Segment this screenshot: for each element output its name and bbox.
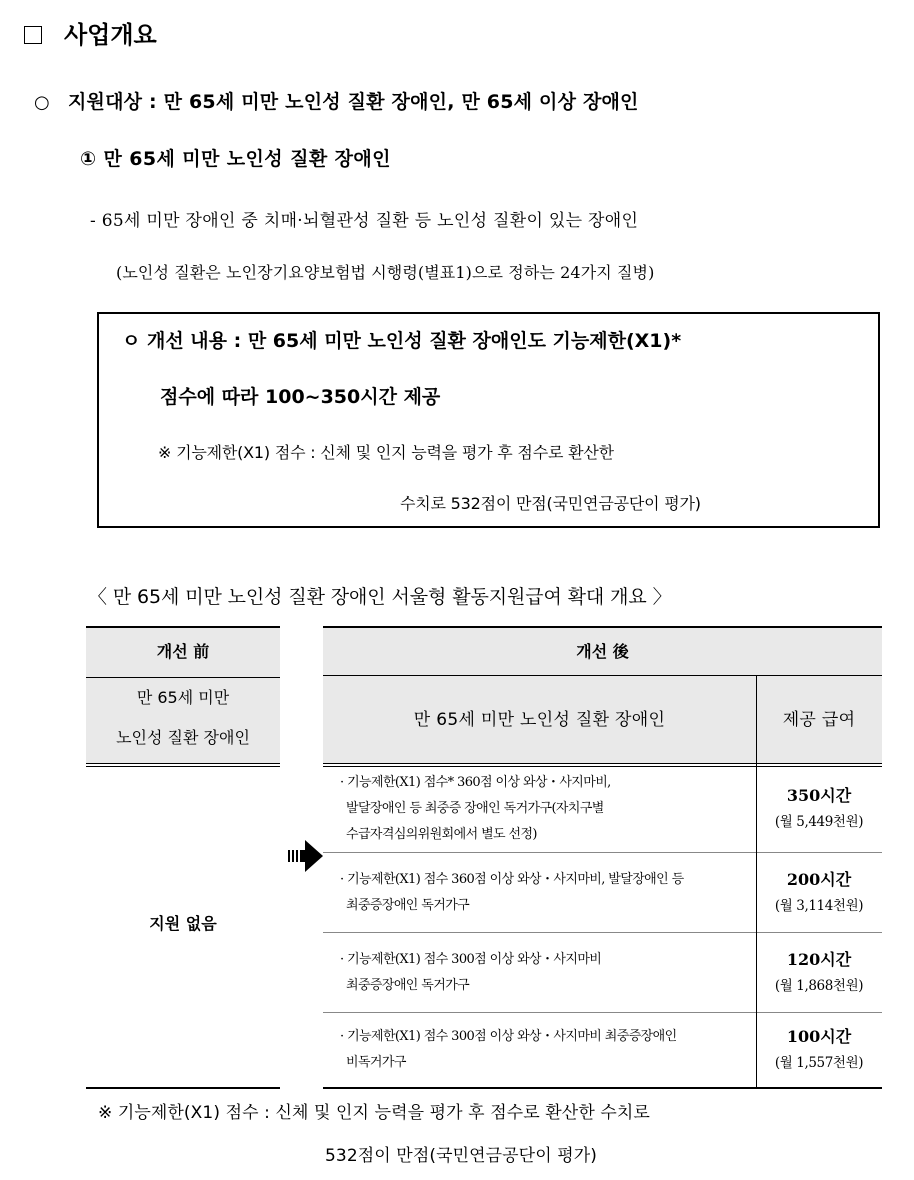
before-value: 지원 없음 — [149, 914, 217, 933]
table-row — [340, 853, 754, 932]
row-desc-line: · 기능제한(X1) 점수 360점 이상 와상・사지마비, 발달장애인 등 — [340, 871, 684, 887]
after-column-target: 만 65세 미만 노인성 질환 장애인 — [413, 710, 666, 730]
improvement-note-2: 수치로 532점이 만점(국민연금공단이 평가) — [400, 494, 701, 513]
row-desc-line: 발달장애인 등 최중증 장애인 독거가구(자치구별 — [346, 801, 604, 816]
description-line-2: (노인성 질환은 노인장기요양보험법 시행령(별표1)으로 정하는 24가지 질병) — [116, 263, 655, 282]
row-desc-line: · 기능제한(X1) 점수 300점 이상 와상・사지마비 최중증장애인 — [340, 1029, 677, 1044]
row-amount: (월 1,868천원) — [774, 977, 864, 994]
row-desc-line: 최중증장애인 독거가구 — [346, 977, 470, 993]
row-desc-line: · 기능제한(X1) 점수* 360점 이상 와상・사지마비, — [340, 775, 611, 790]
row-hours: 200시간 — [786, 869, 852, 889]
row-amount: (월 5,449천원) — [774, 814, 864, 830]
row-hours: 120시간 — [786, 949, 852, 969]
before-header: 개선 前 — [156, 642, 210, 661]
table-row — [340, 1013, 754, 1087]
row-benefit — [756, 765, 882, 853]
footnote-line-2: 532점이 만점(국민연금공단이 평가) — [325, 1146, 598, 1166]
table-row — [340, 765, 754, 853]
improvement-line-1: ㅇ 개선 내용 : 만 65세 미만 노인성 질환 장애인도 기능제한(X1)* — [122, 330, 682, 352]
row-amount: (월 3,114천원) — [774, 897, 864, 914]
row-benefit — [756, 1013, 882, 1087]
row-hours: 100시간 — [786, 1027, 852, 1046]
row-desc-line: 최중증장애인 독거가구 — [346, 897, 470, 913]
subsection-heading: ① 만 65세 미만 노인성 질환 장애인 — [80, 148, 391, 170]
table-row — [340, 933, 754, 1012]
description-line-1: - 65세 미만 장애인 중 치매·뇌혈관성 질환 등 노인성 질환이 있는 장애인 — [90, 211, 639, 231]
row-amount: (월 1,557천원) — [774, 1055, 864, 1071]
empty-square-icon — [24, 26, 42, 44]
after-column-benefit: 제공 급여 — [782, 710, 856, 730]
row-benefit — [756, 933, 882, 1012]
improvement-line-2: 점수에 따라 100~350시간 제공 — [160, 386, 441, 408]
row-hours: 350시간 — [786, 786, 852, 805]
target-text: 지원대상 : 만 65세 미만 노인성 질환 장애인, 만 65세 이상 장애인 — [68, 91, 639, 113]
target-bullet: ○ — [34, 92, 50, 113]
row-desc-line: · 기능제한(X1) 점수 300점 이상 와상・사지마비 — [340, 951, 602, 967]
row-desc-line: 비독거가구 — [346, 1055, 406, 1070]
section-title: 사업개요 — [64, 21, 157, 49]
row-desc-line: 수급자격심의위원회에서 별도 선정) — [346, 827, 537, 842]
before-subheader-line-2: 노인성 질환 장애인 — [116, 728, 250, 747]
table-caption: 〈 만 65세 미만 노인성 질환 장애인 서울형 활동지원급여 확대 개요 〉 — [88, 586, 672, 608]
footnote-line-1: ※ 기능제한(X1) 점수 : 신체 및 인지 능력을 평가 후 점수로 환산한 수치로 — [98, 1103, 650, 1123]
after-header: 개선 後 — [576, 642, 629, 661]
before-subheader-line-1: 만 65세 미만 — [136, 688, 230, 707]
row-benefit — [756, 853, 882, 932]
striped-right-arrow-icon — [288, 838, 324, 874]
improvement-note-1: ※ 기능제한(X1) 점수 : 신체 및 인지 능력을 평가 후 점수로 환산한 — [158, 443, 614, 462]
